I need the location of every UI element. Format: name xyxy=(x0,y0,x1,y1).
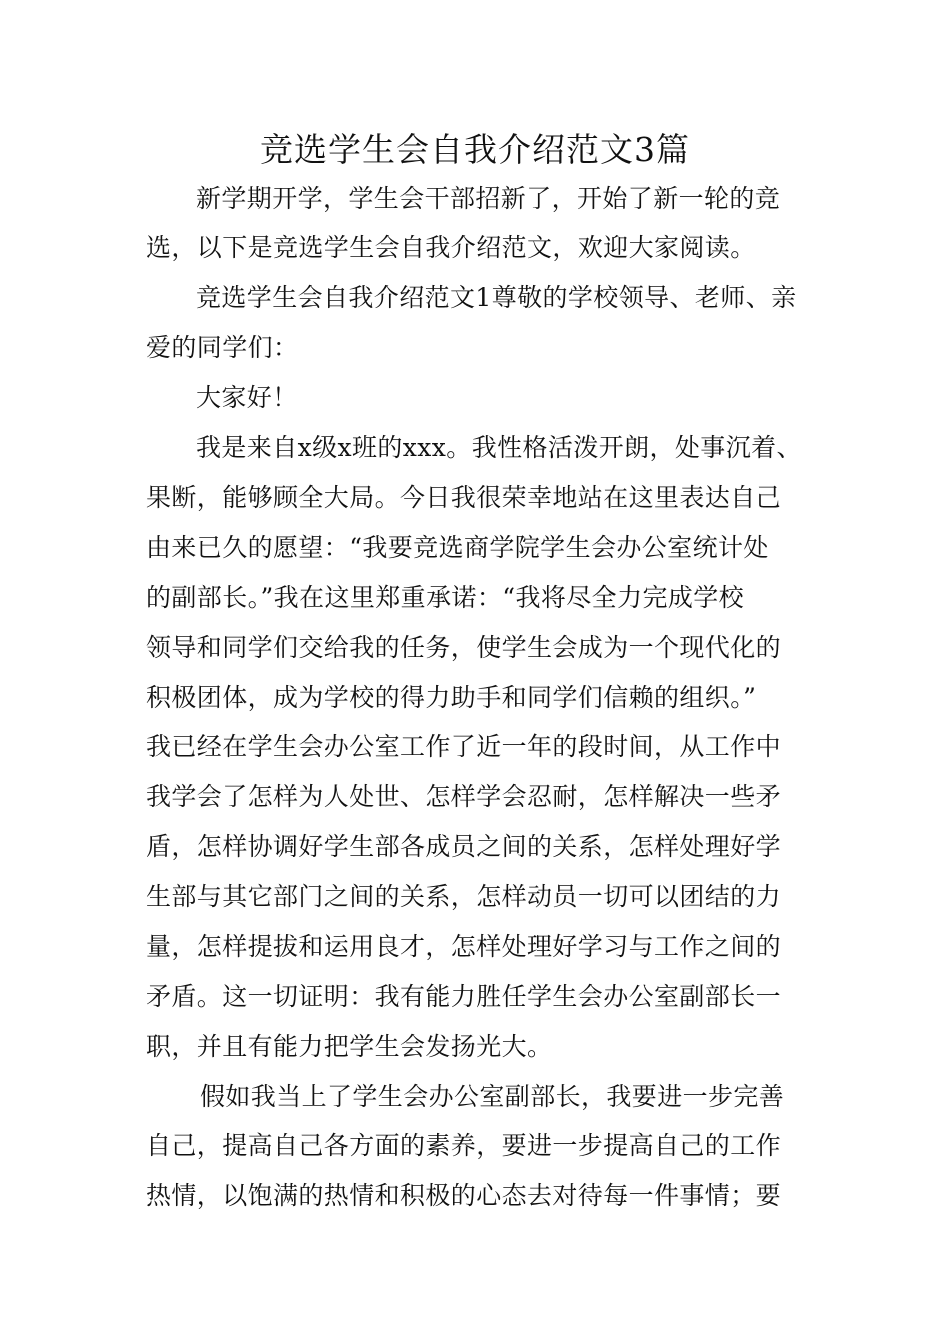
paragraph-line: 假如我当上了学生会办公室副部长，我要进一步完善 xyxy=(200,1082,785,1111)
paragraph-line: 热情，以饱满的热情和积极的心态去对待每一件事情；要 xyxy=(146,1181,782,1210)
paragraph-line: 我是来自x级x班的xxx。我性格活泼开朗，处事沉着、 xyxy=(196,433,802,462)
paragraph-line: 新学期开学，学生会干部招新了，开始了新一轮的竞 xyxy=(196,184,781,213)
paragraph-line: 自己，提高自己各方面的素养，要进一步提高自己的工作 xyxy=(146,1131,782,1160)
paragraph-line: 爱的同学们： xyxy=(146,333,299,362)
paragraph-line: 果断，能够顾全大局。今日我很荣幸地站在这里表达自己 xyxy=(146,483,782,512)
paragraph-line: 我已经在学生会办公室工作了近一年的段时间，从工作中 xyxy=(146,732,782,761)
paragraph-line: 积极团体，成为学校的得力助手和同学们信赖的组织。” xyxy=(146,683,757,712)
paragraph-line: 我学会了怎样为人处世、怎样学会忍耐，怎样解决一些矛 xyxy=(146,782,782,811)
paragraph-line: 矛盾。这一切证明：我有能力胜任学生会办公室副部长一 xyxy=(146,982,782,1011)
paragraph-line: 竞选学生会自我介绍范文1尊敬的学校领导、老师、亲 xyxy=(196,283,797,312)
paragraph-line: 大家好！ xyxy=(196,383,298,412)
paragraph-line: 职，并且有能力把学生会发扬光大。 xyxy=(146,1032,553,1061)
paragraph-line: 领导和同学们交给我的任务，使学生会成为一个现代化的 xyxy=(146,633,782,662)
paragraph-line: 量，怎样提拔和运用良才，怎样处理好学习与工作之间的 xyxy=(146,932,782,961)
document-title: 竞选学生会自我介绍范文3篇 xyxy=(260,130,690,169)
paragraph-line: 选，以下是竞选学生会自我介绍范文，欢迎大家阅读。 xyxy=(146,233,756,262)
paragraph-line: 生部与其它部门之间的关系，怎样动员一切可以团结的力 xyxy=(146,882,782,911)
paragraph-line: 由来已久的愿望：“我要竞选商学院学生会办公室统计处 xyxy=(146,533,769,562)
paragraph-line: 盾，怎样协调好学生部各成员之间的关系，怎样处理好学 xyxy=(146,832,782,861)
paragraph-line: 的副部长。”我在这里郑重承诺：“我将尽全力完成学校 xyxy=(146,583,745,612)
